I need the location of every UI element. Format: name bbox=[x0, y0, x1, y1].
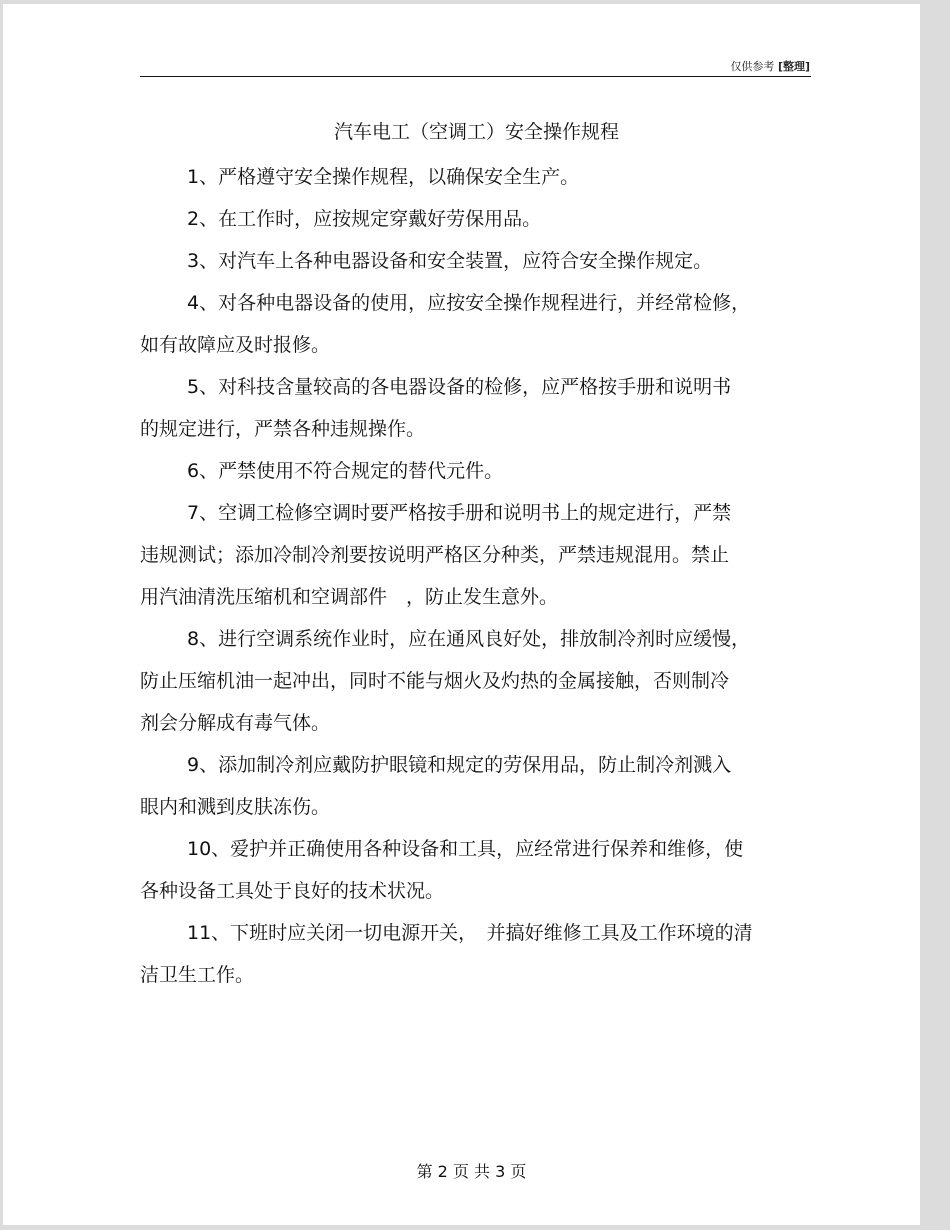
paragraph bbox=[140, 240, 800, 282]
paragraph-line: 防止压缩机油一起冲出，同时不能与烟火及灼热的金属接触，否则制冷 bbox=[140, 670, 730, 692]
paragraph bbox=[140, 156, 800, 198]
paragraph-line: 9、添加制冷剂应戴防护眼镜和规定的劳保用品，防止制冷剂溅入 bbox=[187, 754, 732, 776]
header-divider bbox=[140, 76, 811, 77]
paragraph bbox=[140, 366, 800, 450]
header-note bbox=[730, 58, 810, 74]
paragraph-line: 7、空调工检修空调时要严格按手册和说明书上的规定进行，严禁 bbox=[187, 502, 732, 524]
paragraph bbox=[140, 198, 800, 240]
paragraph-line: 3、对汽车上各种电器设备和安全装置，应符合安全操作规定。 bbox=[187, 250, 713, 272]
paragraph bbox=[140, 744, 800, 828]
document-page bbox=[3, 4, 920, 1225]
paragraph-line: 8、进行空调系统作业时，应在通风良好处，排放制冷剂时应缓慢， bbox=[187, 628, 751, 650]
header-note-text: 仅供参考 bbox=[730, 60, 775, 73]
paragraph-line: 11、下班时应关闭一切电源开关， 并搞好维修工具及工作环境的清 bbox=[187, 922, 753, 944]
paragraph bbox=[140, 618, 800, 744]
paragraph-line: 10、爱护并正确使用各种设备和工具，应经常进行保养和维修，使 bbox=[187, 838, 744, 860]
document-body bbox=[140, 156, 800, 996]
paragraph-line: 6、严禁使用不符合规定的替代元件。 bbox=[187, 460, 504, 482]
header-tag: [整理] bbox=[777, 60, 810, 73]
paragraph-line: 违规测试；添加冷制冷剂要按说明严格区分种类，严禁违规混用。禁止 bbox=[140, 544, 730, 566]
paragraph-line: 4、对各种电器设备的使用，应按安全操作规程进行，并经常检修， bbox=[187, 292, 751, 314]
page-footer: 第 2 页 共 3 页 bbox=[416, 1162, 527, 1181]
document-title: 汽车电工（空调工）安全操作规程 bbox=[333, 121, 619, 143]
paragraph-line: 的规定进行，严禁各种违规操作。 bbox=[140, 418, 426, 440]
paragraph-line: 洁卫生工作。 bbox=[140, 964, 255, 986]
paragraph-line: 眼内和溅到皮肤冻伤。 bbox=[140, 796, 331, 818]
paragraph-line: 1、严格遵守安全操作规程，以确保安全生产。 bbox=[187, 166, 580, 188]
paragraph-line: 如有故障应及时报修。 bbox=[140, 334, 331, 356]
paragraph bbox=[140, 282, 800, 366]
paragraph-line: 用汽油清洗压缩机和空调部件 ，防止发生意外。 bbox=[140, 586, 559, 608]
paragraph-line: 剂会分解成有毒气体。 bbox=[140, 712, 331, 734]
paragraph bbox=[140, 912, 800, 996]
paragraph-line: 各种设备工具处于良好的技术状况。 bbox=[140, 880, 445, 902]
paragraph-line: 5、对科技含量较高的各电器设备的检修，应严格按手册和说明书 bbox=[187, 376, 732, 398]
paragraph bbox=[140, 828, 800, 912]
paragraph bbox=[140, 492, 800, 618]
paragraph bbox=[140, 450, 800, 492]
paragraph-line: 2、在工作时，应按规定穿戴好劳保用品。 bbox=[187, 208, 542, 230]
